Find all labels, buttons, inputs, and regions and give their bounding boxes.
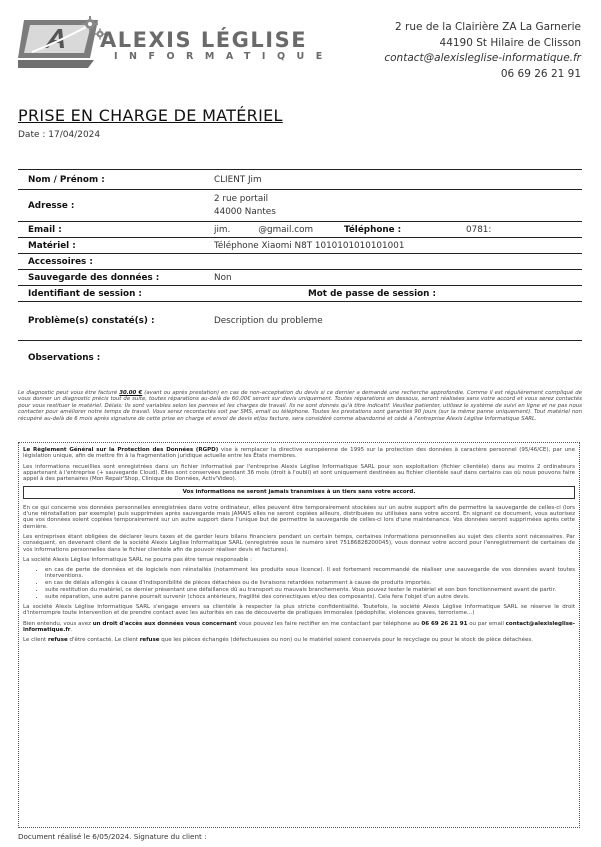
form-row-nom — [18, 170, 582, 190]
telephone-value: 0781: — [466, 224, 492, 235]
probleme-label: Problème(s) constaté(s) : — [28, 316, 155, 326]
rgpd-p8-refuse-1: refuse — [47, 637, 68, 644]
document-date: Date : 17/04/2024 — [18, 130, 101, 140]
materiel-label: Matériel : — [28, 240, 76, 251]
rgpd-box — [18, 442, 580, 828]
email-phone-cell — [206, 222, 582, 237]
rgpd-paragraph-8 — [23, 637, 575, 643]
rgpd-intro-bold: Le Règlement Général sur la Protection des Données (RGPD) — [23, 447, 219, 453]
rgpd-intro — [23, 447, 575, 460]
rgpd-paragraph-2: Les informations recueillies sont enregistrées dans un fichier informatisé par l'entreprise Alexis Léglise Informatique SARL pour son exploitation (fichier clientèle) dans au moins 2 ordinateurs appartenant à l'entreprise (+ sauvegarde Cloud). Elles sont conservées pendant 36 mois (droit à l'oubli) et sont uniquement destinées au fichier clientèle sauf dans certains cas où nous pouvons faire appel à des partenaires (Mon Repair'Shop, Clinique de Données, Activ'Video). — [23, 463, 575, 483]
rgpd-intro-rest: vise à remplacer la directive européenne de 1995 sur la protection des données à caractère personnel (95/46/CE), par une législation unique, afin de mettre fin à la fragmentation juridique actuelle entre les États membres. — [23, 447, 575, 460]
list-item: • suite réparation, une autre panne pourrait survenir (chocs antérieurs, fragilité des connectiques et/ou des composants). Cela fera l'objet d'un autre devis. — [45, 594, 575, 600]
page-title: PRISE EN CHARGE DE MATÉRIEL — [18, 106, 283, 125]
rgpd-paragraph-4: Les entreprises étant obligées de déclarer leurs taxes et de garder leurs bilans financiers pendant un certain temps, certaines informations personnelles au sujet des clients sont nécessaires. Par conséquent, en devenant client de la société Alexis Léglise Informatique SARL (enregistrée sous le numéro siret 75186828200045), vous donnez votre accord pour l'enregistrement de certaines de vos informations personnelles dans le fichier clientèle afin de pouvoir réaliser devis et factures). — [23, 533, 575, 553]
company-email: contact@alexisleglise-informatique.fr — [384, 52, 581, 64]
rgpd-paragraph-6: La société Alexis Léglise Informatique SARL s'engage envers sa clientèle à respecter la plus stricte confidentialité. Toutefois, la société Alexis Léglise Informatique SARL se réserve le droit d'interrompre toute intervention et de prendre contact avec les autorités en cas de découverte de pratiques immorales (pédophilie, violences graves, terrorisme...) — [23, 604, 575, 617]
rgpd-p7-phone: 06 69 26 21 91 — [421, 620, 468, 627]
session-label: Identifiant de session : — [28, 288, 142, 299]
probleme-value: Description du probleme — [214, 316, 323, 326]
rgpd-paragraph-3: En ce qui concerne vos données personnelles enregistrées dans votre ordinateur, elles peuvent être temporairement stockées sur un autre support afin de permettre la sauvegarde de celles-ci (lors d'une réinstallation par exemple) puis supprimées après sauvegarde mais JAMAIS elles ne seront copiées ailleurs, distribuées ou utilisées sans votre accord. En signant ce document, vous autorisez que vos données soient copiées temporairement sur un autre support dans l'unique but de permettre la sauvegarde de celles-ci lors d'une maintenance. Vos données seront supprimées après cette dernière. — [23, 504, 575, 530]
form-row-accessoires — [18, 254, 582, 270]
nom-value: CLIENT Jim — [214, 174, 262, 185]
materiel-value: Téléphone Xiaomi N8T 1010101010101001 — [214, 240, 405, 251]
diagnostic-price: 30.00 € — [119, 390, 143, 396]
list-item: • en cas de délais allongés à cause d'indisponibilité de pièces détachées ou de livraisons retardées notamment à cause de produits importés. — [45, 580, 575, 586]
rgpd-p7-end: . — [70, 627, 73, 634]
observations-label: Observations : — [28, 352, 101, 363]
form-row-materiel — [18, 238, 582, 254]
rgpd-p7-c: ou par email — [467, 620, 506, 627]
legal-conditions — [18, 390, 582, 422]
rgpd-notice: Vos informations ne seront jamais transmises à un tiers sans votre accord. — [23, 486, 575, 498]
observations-value — [206, 341, 582, 374]
telephone-label: Téléphone : — [344, 224, 402, 235]
email-value: jim. @gmail.com — [214, 224, 314, 235]
password-label: Mot de passe de session : — [308, 288, 437, 299]
form-row-email — [18, 222, 582, 238]
address-line-2: 44190 St Hilaire de Clisson — [439, 36, 581, 49]
company-address-block — [384, 20, 581, 82]
adresse-line-1: 2 rue portail — [214, 193, 269, 204]
address-line-1: 2 rue de la Clairière ZA La Garnerie — [395, 21, 581, 33]
rgpd-p8-refuse-2: refuse — [139, 637, 160, 644]
company-name: ALEXIS LÉGLISE — [100, 28, 308, 52]
adresse-value — [206, 190, 582, 221]
sauvegarde-value: Non — [214, 272, 232, 283]
list-item: • suite restitution du matériel, ce dernier présentant une défaillance dû au transport ou mauvais branchements. Vous pouvez tester le matériel et son bon fonctionnement avant de partir. — [45, 587, 575, 593]
signature-footer: Document réalisé le 6/05/2024. Signature du client : — [18, 832, 207, 841]
intake-form-table — [18, 169, 582, 374]
accessoires-label: Accessoires : — [28, 256, 93, 267]
company-phone: 06 69 26 21 91 — [500, 67, 581, 80]
nom-label: Nom / Prénom : — [28, 174, 105, 185]
form-row-sauvegarde — [18, 270, 582, 286]
rgpd-paragraph-7 — [23, 621, 575, 634]
accessoires-value — [206, 254, 582, 269]
sauvegarde-label: Sauvegarde des données : — [28, 272, 160, 283]
form-row-probleme — [18, 302, 582, 341]
rgpd-p7-bold: un droit d'accès aux données vous concernant — [92, 620, 237, 627]
rgpd-p8-b: d'être contacté. Le client — [67, 637, 140, 644]
rgpd-liability-list — [23, 567, 575, 600]
legal-text-a: Le diagnostic peut vous être facturé — [18, 390, 120, 396]
rgpd-p8-c: que les pièces échangés (défectueuses ou non) ou le matériel soient conservés pour le recyclage ou pour le stock de pièce détachées. — [159, 637, 534, 644]
email-label: Email : — [28, 224, 62, 235]
rgpd-p7-b: vous pouvez les faire rectifier en me contactant par téléphone au — [236, 620, 422, 627]
form-row-session — [18, 286, 582, 302]
rgpd-paragraph-5: La société Alexis Léglise Informatique SARL ne pourra pas être tenue responsable : — [23, 556, 253, 563]
adresse-label: Adresse : — [28, 200, 75, 211]
company-subtitle: INFORMATIQUE — [114, 51, 334, 62]
adresse-line-2: 44000 Nantes — [214, 206, 276, 217]
form-row-observations — [18, 341, 582, 374]
rgpd-p8-a: Le client — [23, 637, 48, 644]
rgpd-p7-a: Bien entendu, vous avez — [23, 620, 93, 627]
session-cell — [206, 286, 582, 301]
form-row-adresse — [18, 190, 582, 222]
legal-text-b: (avant ou après prestation) en cas de non-acceptation du devis si ce dernier a demandé une recherche approfondie. Comme il est régulièrement compliqué de vous donner un diagnostic précis tout de suite, toutes réparations au-delà de 60.00€ seront sur devis uniquement. Toutes réparations en dessous, seront réalisées sans votre accord et vous serez contactés pour vous restituer le matériel. Délais: Ils sont variables selon les pannes et les charges de travail. Ils ne sont donnés qu'à titre indicatif. Veuillez patienter, utilisez le système de suivi en ligne et ne pas nous contacter pour améliorer notre temps de travail. Vous serez recontactés soit par SMS, email ou téléphone. Toutes les prestations sont garanties 90 jours (sur la même panne uniquement). Tout matériel non récupéré au-delà de 6 mois après signature de cette prise en charge et envoi de devis et/ou facture, sera considéré comme abandonné et cédé à l'entreprise Alexis Léglise Informatique SARL. — [18, 390, 582, 422]
list-item: • en cas de perte de données et de logiciels non réinstallés (notamment les produits sous licence). Il est fortement recommandé de réaliser une sauvegarde de vos données avant toutes interventions. — [45, 567, 575, 580]
rgpd-p7-email: contact@alexisleglise-informatique.fr — [23, 620, 575, 634]
